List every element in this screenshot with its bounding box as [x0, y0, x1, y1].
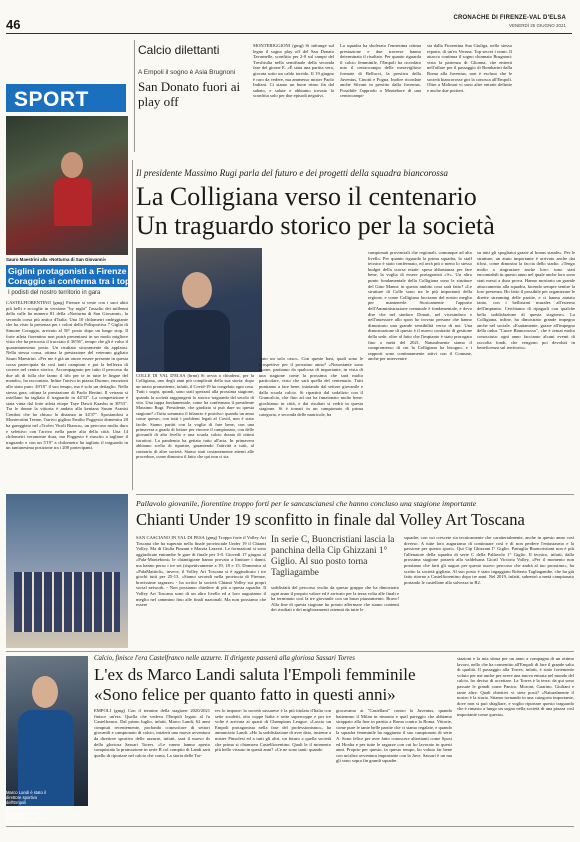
calcio-col2: La squadra ha sbolerato l'ennesima ottima prestazione e due traverse hanno determinato il risultato. Per quanto riguarda il calcio femminile, l'Empoli ha ricordato mio il centrocampo delle meravigliose formate di Bellucci, la prestiva della Juventus, Cinotti e Fogna. Inoltre ricordate anche Silvani in prestito dalla Juventus. Possibile l'approdo a Montebore di una centrocampi- [340, 43, 421, 99]
volley-col1: SAN CASCIANO IN VAL DI PESA (gmg) Troppo forte il Volley Art Toscana che ha superato nella finale provinciale Under 19 il Chianti Volley. Ma di Giulia Pinzani e Marzia Lazzeri. Le formazioni si sono aggiudicate entrambe le gare di finale per 3-0. Giovedì 17 giugno al «Pala-Monteboni» le chiantigiane hanno provato a limitare i danni, ma hanno perso i tre set (rispettivamente a 19, 18 e 15. Domenica al «PalaMattioli», invece, il Volley Art Toscana si è aggiudicato i tre giochi tutti per 25-13. «Siamo secondi nella provincia di Firenze, bravissime ragazze» - ha scritto la società Chianti Volley sui propri social network. - Non possiamo chiedere di più a questa squadra. Il Volley Art Toscana sono di un altro livello ed a loro auguriamo il meglio nel cammino fino alle finali nazionali. Ma non possiamo che essere [136, 535, 266, 608]
volley-headline: Chianti Under 19 sconfitto in finale dal Volley Art Toscana [136, 510, 525, 529]
paper-name: CRONACHE DI FIRENZE-VAL D'ELSA [453, 15, 566, 21]
empoli-col4: stazioni e la mia stima per un anno a compagna di un ottimo lavoro, nello che ha consentito all'Empoli di fare il grande salto di qualità. Il passaggio alla Torres, infatti, è stato fortemente voluto per me anche per avere una nuova entrata nel mondo del calcio, ho deciso di accettare. La Torres è la terra: da qui sono passate le grandi come Panico, Moroni, Guarino, Giuliani e tante altre. Quali obiettivi vi siete posti? «Naturalmente il nostro è la storia. Stiamo tornando in una categoria importante, dove non si può sbagliare, e voglio riportare questo traguardo che è rimasto a lungo un sogno nella società di una piazza così importante come questa». [457, 656, 574, 717]
team-row [14, 572, 120, 632]
rugi-photo [136, 248, 262, 372]
calcio-divider [134, 40, 135, 152]
volley-photo [6, 494, 128, 648]
empoli-col1: EMPOLI (gmg) Con il termine della stagione 2020/2021 finisce un'era. Quella che vedeva l'Empoli legato al fu Castelfranco. Dal primo luglio, infatti, Marco Landi, 62 anni compiuti recentemente, profondo conoscitore di settori giovanili e campionato di calcio, inizierà una nuova avventura da direttore sportivo delle azzurre, infatti, sarà il nuovo ds della gloriosa Sassari Torres. «Le vanno hanno aperto conquistato la promozione in serie B col compito di Landi sarà quello di riportare nel calcio che conta. La storia delle Tor- [94, 708, 210, 758]
main-kicker: Il presidente Massimo Rugi parla del futuro e dei progetti della squadra biancorossa [136, 168, 449, 178]
main-col3: campionati provinciali che regionali, comunque ad alto livello. Per quanto riguarda la prima squadra, lo staff tecnico è stato confermato, ed avrà più o meno lo stesso budget della scorsa estate: spesa abbastanza per fare bene, la voglia di essere protagonisti c'è». Un altro punto fondamentale della Colligiana sono le strutture del Gino Manni: in questo ambito cosa sarà fatto? «Le strutture di Colle sono tra le più importanti della regione, e come Colligiana facciamo del nostro meglio per mantenerle. Storicamente l'apporto dell'Amministrazione comunale è fondamentale, e devo dire che nel sindaco Donati, nel vicesindaco e nell'assessore allo sport ho trovato persone che hanno dimostrato una grande sensibilità verso di noi. Una dimostrazione di questo è il nuovo contratto di gestione della sede, oltre al fatto che l'impianto è stato prorogato fino a metà del 2021. Naturalmente siamo il compromesso di cui la Colligiana ha bisogno, e i rapporti sono continuamente attivi con il Comune, anche per intervenire [368, 250, 472, 362]
landi-head [32, 676, 58, 708]
volley-col3: squadre, con cui crescete sia tecnicamente che caratterialmente, anche in questo anno così diverso. A tutte loro auguriamo di continuare così e di non perdere l'entusiasmo e la passione per questo sport». Qui Cip Ghizzani I° Giglio. Pattuglia Buoncristiani non è più l'allenatore della squadra di serie C della Pallavolo 1° Giglio. Il tecnico, infatti, dalla prossima stagione passerà alla valdelsana Gioril Victoria Volley, «Per il momento non possiamo che farti gli auguri per questo nuovo percorso che andrà al tuo prossimo», ha scritto la società gigliata. Al suo posto è stato ingaggiato Roberto Tagliagambe, che ha già fatto ritorno a Castelfiorentino dopo tre anni. Nel 2019, infatti, subentrò a metà campionato portando le castellane alla salvezza in B2. [404, 535, 574, 585]
landi-photo [6, 656, 88, 806]
rugi-jacket [164, 310, 230, 372]
main-headline-2: Un traguardo storico per la società [136, 211, 495, 240]
page-number: 46 [6, 17, 21, 32]
left-column-divider [132, 160, 133, 490]
calcio-kicker: Calcio dilettanti [138, 43, 220, 57]
section-label: SPORT [14, 88, 89, 111]
volley-top-rule [136, 494, 574, 495]
runner-photo [6, 116, 128, 255]
paper-date: VENERDÌ 25 GIUGNO 2021 [508, 23, 566, 28]
empoli-headline-2: «Sono felice per quanto fatto in questi anni» [94, 685, 396, 704]
volley-bottom-rule [6, 651, 574, 652]
runner-head [61, 152, 83, 178]
empoli-col3: giocavamo ai "Castellani" contro la Juventus, quando battemmo il Milan in rimonta e quel pareggio che abbiamo strappato alla fine in partita a Roma contro la Roma. Vittorie, come pure le tante belle partite che ci siamo regalate, e quando la squadra femminile ha raggiunto il suo campionato di serie A. Sono felice per aver fatto conoscere altrettanti come Sposi ed Hoxha e per tutte le ragazze con cui ho lavorato in questi anni. Proprio per questo, in questo tempo, ho voluto far bene con un'altra avventura importante con la Juve. Sassari è un ma gli sono sopra fin grandi squadre. [336, 708, 452, 764]
main-col1: COLLE DI VAL D'ELSA (brnn) Si avvia a chiudersi, per la Colligiana, uno degli anni più complicati della sua storia: dopo un inizio promettente, infatti, il Covid-19 ha congelato ogni cosa. Tutti i sogni, quindi, sono stati spezzati alla prossima stagione, quando la società raggiungerà lo storico traguardo del secolo di vita. Una tappa fondamentale, come ha confermato il presidente Massimo Rugi. Presidente, che giudizio si può dare su questa stagione? «Tutto sommato il bilancio è positivo: quando un anno come questo, con tutti i problemi legati al Covid, non è stato facile. Siamo partiti con la voglia di fare bene, con una primavera a guado di lottare per vincere il campionato, con delle giovanili di alto livello e una scuola calcio dotata di ottimi istruttori. La pandemia ha gettato tutto all'aria. In primavera abbiamo scelto di ripartire, garantendo l'attività a tutti, al contrario di altre società. Siamo stati costantemente attenti alle procedure, come dimostra il fatto che qui non ci sia [136, 373, 254, 460]
runner-headline-2: Coraggio si conferma tra i top [8, 276, 131, 286]
runner-subhead: I podisti del nostro territorio in gara [8, 290, 101, 296]
runner-body: CASTELFIORENTINO (gmg) Firenze si veste con i suoi abiti più belli e accoglie in versione "by night" l'assalto dei millenni della valle ha numero 81 della «Notturna di San Giovanni», la seconda corsa più antica d'Italia. Una 10 chilometri ondeggiante che ha visto la presenza per i colori della Polisportiva 7 Giglio di Simone Coraggio, arrivato al 50° posto dopo un lungo stop. Il forte atleta fiorentino non potrà presentarsi in un modo migliore visto che ha percorso il tracciato il 36'56", tempo che gli è valso il quarantunesimo posto. Un risultato sicuramente da applausi. Nella stessa corsa, ottima la prestazione del veterano gigliato Sauro Maestrini. «Per me è già un onore essere presente in questa corsa partecipata da così tanti campioni e poi la bellezza di correre nel centro storico. Accompagnato per tutto il percorso da due ali di folla che fanno il tifo per te in tutte le lingue del mondo», ha raccontato. Infine l'arrivo in piazza Duomo, emozioni allo stato puro. 49'10" il suo tempo, ma è solo un dettaglio. Nella stessa gara, ottima la prestazione di Paolo Bertini. Il vetrano si ostellano ha tagliato il traguardo in 44'33". La competizione è stata vinta dal forte atleta etiope Taye Dawit Kaashu in 30'53". Tra le donne la vittoria è andata alla keniana Susan Aranisi Cemboi che ha chiuso la distanza in 34'37". Spostandosi a Montecatini Terme, l'arrivo giglino Emilio Poggesio domenica 20 ha gareggiato nel «Trofeo Viroli Bianca», un percorso molto duro e selettivo con l'arrivo nella parte alta della città. Una 14 chilometri veramente dura, ma Poggesio è riuscito a tagliare il traguardo e con un 5'19" a chilometro ha tagliato il traguardo in un tantunesima posizione tra i 200 partecipanti. [6, 300, 128, 451]
runner-shirt [54, 178, 92, 226]
runner-caption: Sauro Maestrini alla «Notturna di San Giovanni» [6, 257, 107, 262]
main-col4: su tutti gli spogliatoi grazie al bonus statale». Per le strutture, un aiuto importante è arrivato anche dai tifosi, come dimostra la faccia dello stadio. «Tengo molto a ringraziare anche loro: sono stati encomiabili in questo anno nel quale anche loro sono stati messi a dura prova. Hanno mostrato un grande attaccamento alla squadra, facendo sempre sentire la loro presenza. Ho fatto il possibile per organizzare le dirette streaming delle partite, e ci hanno aiutato tanto, con i bellissimi murales all'esterno dell'impianto. Cerchiamo di ripagarli con qualche bella soddisfazione di questa stagione». La Colligiana, infine, ha dimostrato grande impegno anche nel sociale. «Esattamente, grazie all'impegno della onlus "Cuore Biancorosso", che è ormai molto conosciuta: ogni anno facciamo alcuni eventi di raccolta fondi, che vengono poi devoluti in beneficenza sul territorio». [477, 250, 575, 351]
volley-kicker: Pallavolo giovanile, fiorentine troppo forti per le sancascianesi che hanno concluso una stagione importante [136, 499, 477, 508]
footer-rule [6, 826, 574, 827]
calcio-col3: sta dalla Fiorentina Sua Giuliga, nello stesso reparto, di un'ex Verona. Top secret i nomi. Il attacco continua il sogno chiamato Brugnoni: vista la partenza di Glionna, che entrerà nell'affare per il passaggio di Bombarini dalla Roma alla Juventus, non è escluso che le società biancorosse giri la conosca all'Empoli. Oltre a Molinari vi sono altre entrate definite e anche due portieri. [427, 43, 512, 93]
main-headline-1: La Colligiana verso il centenario [136, 182, 477, 211]
empoli-kicker: Calcio, finisce l'era Castelfranco nelle azzurre. Il dirigente passerà alla gloriosa Sassari Torres [94, 655, 355, 662]
volley-pull-quote: In serie C, Buoncristiani lascia la panchina della Cip Ghizzani 1° Giglio. Al suo posto torna Tagliagambe [271, 535, 395, 578]
empoli-headline-1: L'ex ds Marco Landi saluta l'Empoli femminile [94, 665, 416, 684]
calcio-subkicker: A Empoli il sogno è Asia Brugnoni [138, 69, 236, 76]
empoli-col2: res lo impone: la società sassarese è la più titolata d'Italia con sette scudetti, otto coppe Italia e sette supercoppe e per tre volte è arrivata ai quarti di Champions League. «Lascio un Empoli protagonista nella fase del professionismo», ha annunciato Landi. «Ho la soddisfazione di aver dato, insieme a mister Pinsolesi ed a tutti gli altri, un futuro a quella società che prima si chiamava Castelfiorentino. Quali le il momento più bello vissuto in questi anni? «Ce ne sono tanti: quando [215, 708, 331, 753]
volley-col2: soddisfatti del percorso svolto da questo gruppo che ha dimostrato ogni anno il proprio valore ed è arrivato per la terza volta alle finali e ha terminato così la tre giovanile con un buon piazzamento. Bravo! Alla fine di questa stagione ho potuto affermare che siamo contenti dei risultati e dei miglioramenti ottenuti da tutte le [271, 585, 399, 613]
main-col2: stato un solo caso». Con queste basi, quali sono le prospettive per il prossimo anno? «Nonostante sono buone, partiamo da qualcosa di importante, in vista di una stagione come la prossima che sarà molto particolare, visto che sarà quella del centenario. Tutti puntiamo a fare bene, iniziando dal settore giovanile e dalla scuola calcio. Si ripartirà dal sodalizio con il Grancalcio, che fino ad ora ha funzionato molto bene: giochiamo in città, e dai risultati si vedrà in questa stagione. Si è tornati in un campionato di prima categoria, e seconda delle matricole, ha [259, 356, 363, 417]
rugi-head [182, 272, 212, 308]
calcio-headline: San Donato fuori ai play off [138, 79, 241, 109]
header-rule [6, 33, 572, 34]
runner-headline-1: Giglini protagonisti a Firenze [8, 266, 127, 276]
calcio-col1: MONTERIGGIONI (gmg) Si infrange sul legno il sogno play off del San Donato Tavarnelle, sconfitto per 2-0 sul campo del Tresfriulia nella semifinale della seconda fase del girone E. «È stata una partita vera, giocata sotto un caldo torrido. Il 19 giugno è raro da vedere, ma ammesso mister Paolo Indiani. Ci siamo un buon ritmo fin dal sabato, e salute e abbiamo trovato la sconfitta solo per due episodi negativi. [253, 43, 334, 99]
landi-caption: Marco Landi è stato il direttore sportivo dell'Empoli femminile. Si appresta a vivere una nuova avventura (foto Empoli Fc) [6, 790, 46, 827]
